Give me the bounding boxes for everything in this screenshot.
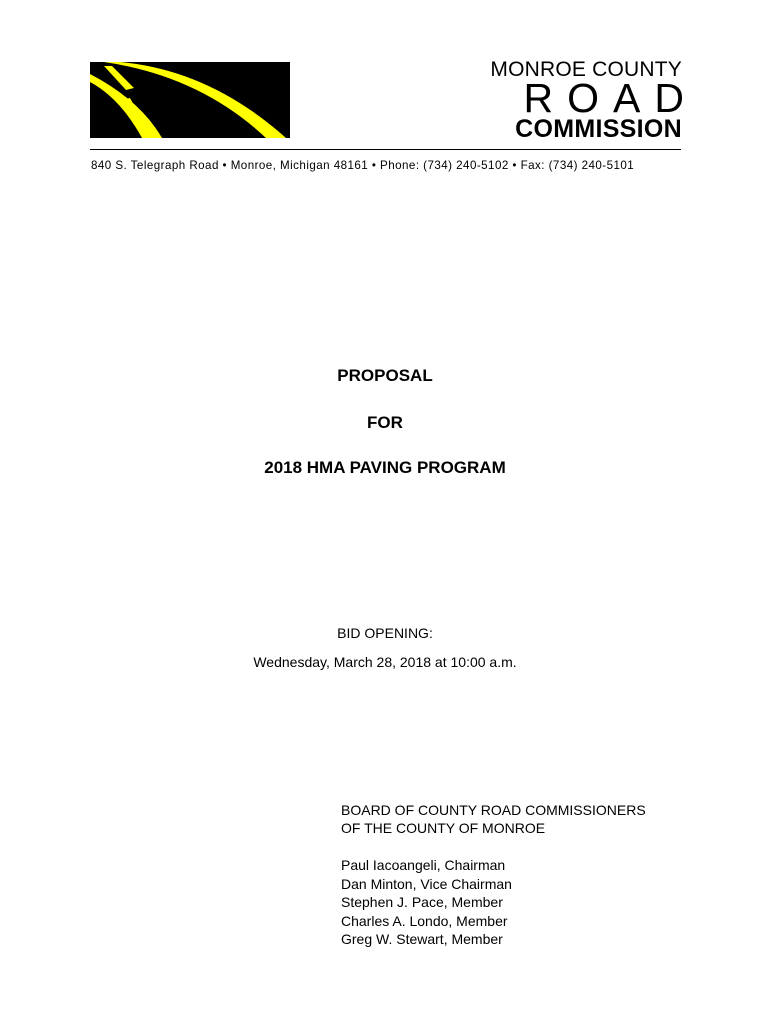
board-heading-line2: OF THE COUNTY OF MONROE (341, 820, 546, 836)
bid-opening-date: Wednesday, March 28, 2018 at 10:00 a.m. (253, 654, 517, 670)
address-contact-line: 840 S. Telegraph Road • Monroe, Michigan 48161 • Phone: (734) 240-5102 • Fax: (734) 240-5101 (91, 159, 635, 172)
road-logo-icon (90, 62, 290, 138)
board-member: Stephen J. Pace, Member (341, 894, 503, 910)
bid-opening-label: BID OPENING: (337, 625, 433, 641)
org-name-line1: MONROE COUNTY (490, 58, 682, 81)
org-name-line2: ROAD (523, 75, 698, 121)
board-member: Dan Minton, Vice Chairman (341, 876, 512, 892)
board-member: Paul Iacoangeli, Chairman (341, 857, 506, 873)
title-for: FOR (367, 413, 403, 432)
org-name-line3: COMMISSION (515, 115, 682, 143)
board-member: Charles A. Londo, Member (341, 913, 508, 929)
board-heading-line1: BOARD OF COUNTY ROAD COMMISSIONERS (341, 802, 646, 818)
title-program-name: 2018 HMA PAVING PROGRAM (264, 458, 506, 477)
title-proposal: PROPOSAL (337, 366, 433, 385)
header-divider (90, 149, 681, 150)
board-member: Greg W. Stewart, Member (341, 931, 503, 947)
